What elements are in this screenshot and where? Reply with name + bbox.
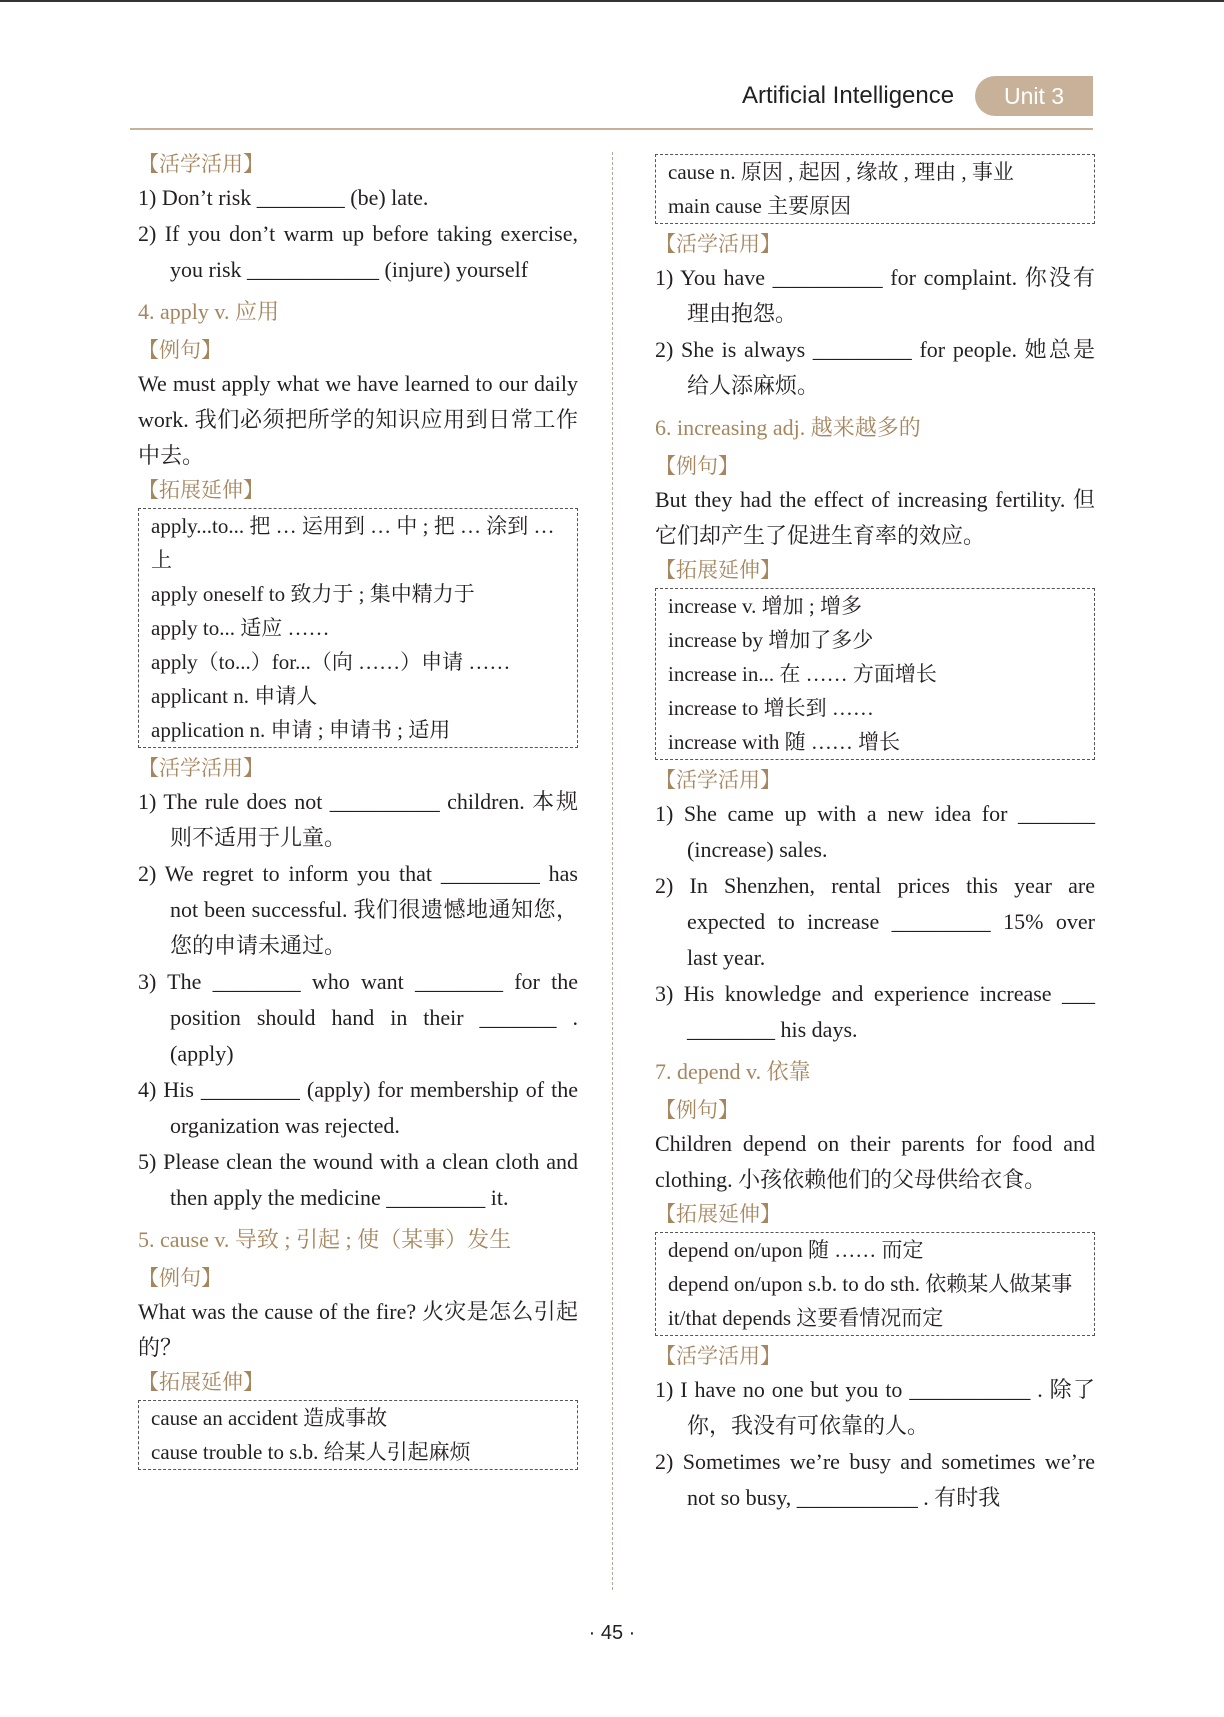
- list-item: application n. 申请 ; 申请书 ; 适用: [151, 718, 451, 742]
- exercise-list: [655, 796, 1095, 1048]
- list-item: 2) We regret to inform you that _________ has not been successful. 我们很遗憾地通知您，您的申请未通过。: [138, 861, 578, 958]
- right-column: [655, 148, 1095, 1516]
- extension-box: [138, 508, 578, 748]
- practice-tag: 【活学活用】: [138, 756, 264, 780]
- left-column: [138, 148, 578, 1474]
- entry-heading-apply: 4. apply v. 应用: [138, 299, 279, 324]
- list-item: apply...to... 把 … 运用到 … 中 ; 把 … 涂到 … 上: [151, 514, 555, 572]
- exercise-list: [655, 260, 1095, 404]
- list-item: 1) You have __________ for complaint. 你没有理由抱怨。: [655, 265, 1095, 326]
- list-item: 2) In Shenzhen, rental prices this year are expected to increase _________ 15% over last year.: [655, 873, 1095, 970]
- extension-box: [655, 1232, 1095, 1336]
- list-item: 3) His knowledge and experience increase ___ ________ his days.: [655, 981, 1095, 1042]
- example-sentence: What was the cause of the fire? 火灾是怎么引起的？: [138, 1299, 578, 1360]
- page-number: · 45 ·: [588, 1622, 636, 1644]
- list-item: apply oneself to 致力于 ; 集中精力于: [151, 582, 475, 606]
- unit-badge: Unit 3: [975, 76, 1093, 116]
- example-sentence: But they had the effect of increasing fertility. 但它们却产生了促进生育率的效应。: [655, 487, 1095, 548]
- list-item: cause n. 原因 , 起因 , 缘故 , 理由 , 事业: [668, 160, 1014, 184]
- example-sentence: Children depend on their parents for food and clothing. 小孩依赖他们的父母供给衣食。: [655, 1131, 1095, 1192]
- list-item: increase by 增加了多少: [668, 628, 874, 652]
- list-item: 4) His _________ (apply) for membership of the organization was rejected.: [138, 1077, 578, 1138]
- list-item: 1) The rule does not __________ children. 本规则不适用于儿童。: [138, 789, 578, 850]
- extension-tag: 【拓展延伸】: [655, 558, 781, 582]
- list-item: 2) Sometimes we’re busy and sometimes we’re not so busy, ___________ . 有时我: [655, 1449, 1095, 1510]
- list-item: 2) If you don’t warm up before taking exercise, you risk ____________ (injure) yourself: [138, 221, 578, 282]
- example-sentence: We must apply what we have learned to our daily work. 我们必须把所学的知识应用到日常工作中去。: [138, 371, 578, 468]
- list-item: cause an accident 造成事故: [151, 1406, 388, 1430]
- example-tag: 【例句】: [138, 1266, 222, 1290]
- exercise-list: [138, 784, 578, 1216]
- example-tag: 【例句】: [138, 338, 222, 362]
- list-item: applicant n. 申请人: [151, 684, 318, 708]
- list-item: cause trouble to s.b. 给某人引起麻烦: [151, 1440, 471, 1464]
- entry-heading-depend: 7. depend v. 依靠: [655, 1059, 811, 1084]
- list-item: increase v. 增加 ; 增多: [668, 594, 863, 618]
- list-item: apply to... 适应 ……: [151, 616, 330, 640]
- example-tag: 【例句】: [655, 1098, 739, 1122]
- extension-tag: 【拓展延伸】: [655, 1202, 781, 1226]
- example-tag: 【例句】: [655, 454, 739, 478]
- practice-tag: 【活学活用】: [655, 1344, 781, 1368]
- header-title: Artificial Intelligence: [742, 82, 955, 109]
- list-item: main cause 主要原因: [668, 194, 852, 218]
- extension-tag: 【拓展延伸】: [138, 478, 264, 502]
- exercise-list: [655, 1372, 1095, 1516]
- list-item: increase with 随 …… 增长: [668, 730, 901, 754]
- list-item: 3) The ________ who want ________ for the position should hand in their _______ . (apply): [138, 969, 578, 1066]
- extension-box: [655, 154, 1095, 224]
- extension-tag: 【拓展延伸】: [138, 1370, 264, 1394]
- list-item: depend on/upon 随 …… 而定: [668, 1238, 924, 1262]
- list-item: 1) Don’t risk ________ (be) late.: [138, 185, 429, 210]
- exercise-list: [138, 180, 578, 288]
- list-item: 2) She is always _________ for people. 她总是给人添麻烦。: [655, 337, 1095, 398]
- practice-tag: 【活学活用】: [138, 152, 264, 176]
- header-rule: [130, 128, 1093, 130]
- list-item: 5) Please clean the wound with a clean cloth and then apply the medicine _________ it.: [138, 1149, 578, 1210]
- practice-tag: 【活学活用】: [655, 768, 781, 792]
- top-border: [0, 0, 1224, 2]
- entry-heading-increasing: 6. increasing adj. 越来越多的: [655, 415, 921, 440]
- list-item: it/that depends 这要看情况而定: [668, 1306, 944, 1330]
- column-divider: [612, 152, 613, 1590]
- entry-heading-cause: 5. cause v. 导致 ; 引起 ; 使（某事）发生: [138, 1227, 512, 1252]
- extension-box: [655, 588, 1095, 760]
- list-item: apply（to...）for...（向 ……）申请 ……: [151, 650, 511, 674]
- list-item: increase to 增长到 ……: [668, 696, 874, 720]
- list-item: 1) I have no one but you to ___________ . 除了你，我没有可依靠的人。: [655, 1377, 1095, 1438]
- extension-box: [138, 1400, 578, 1470]
- list-item: depend on/upon s.b. to do sth. 依赖某人做某事: [668, 1272, 1073, 1296]
- list-item: 1) She came up with a new idea for _______ (increase) sales.: [655, 801, 1095, 862]
- list-item: increase in... 在 …… 方面增长: [668, 662, 937, 686]
- practice-tag: 【活学活用】: [655, 232, 781, 256]
